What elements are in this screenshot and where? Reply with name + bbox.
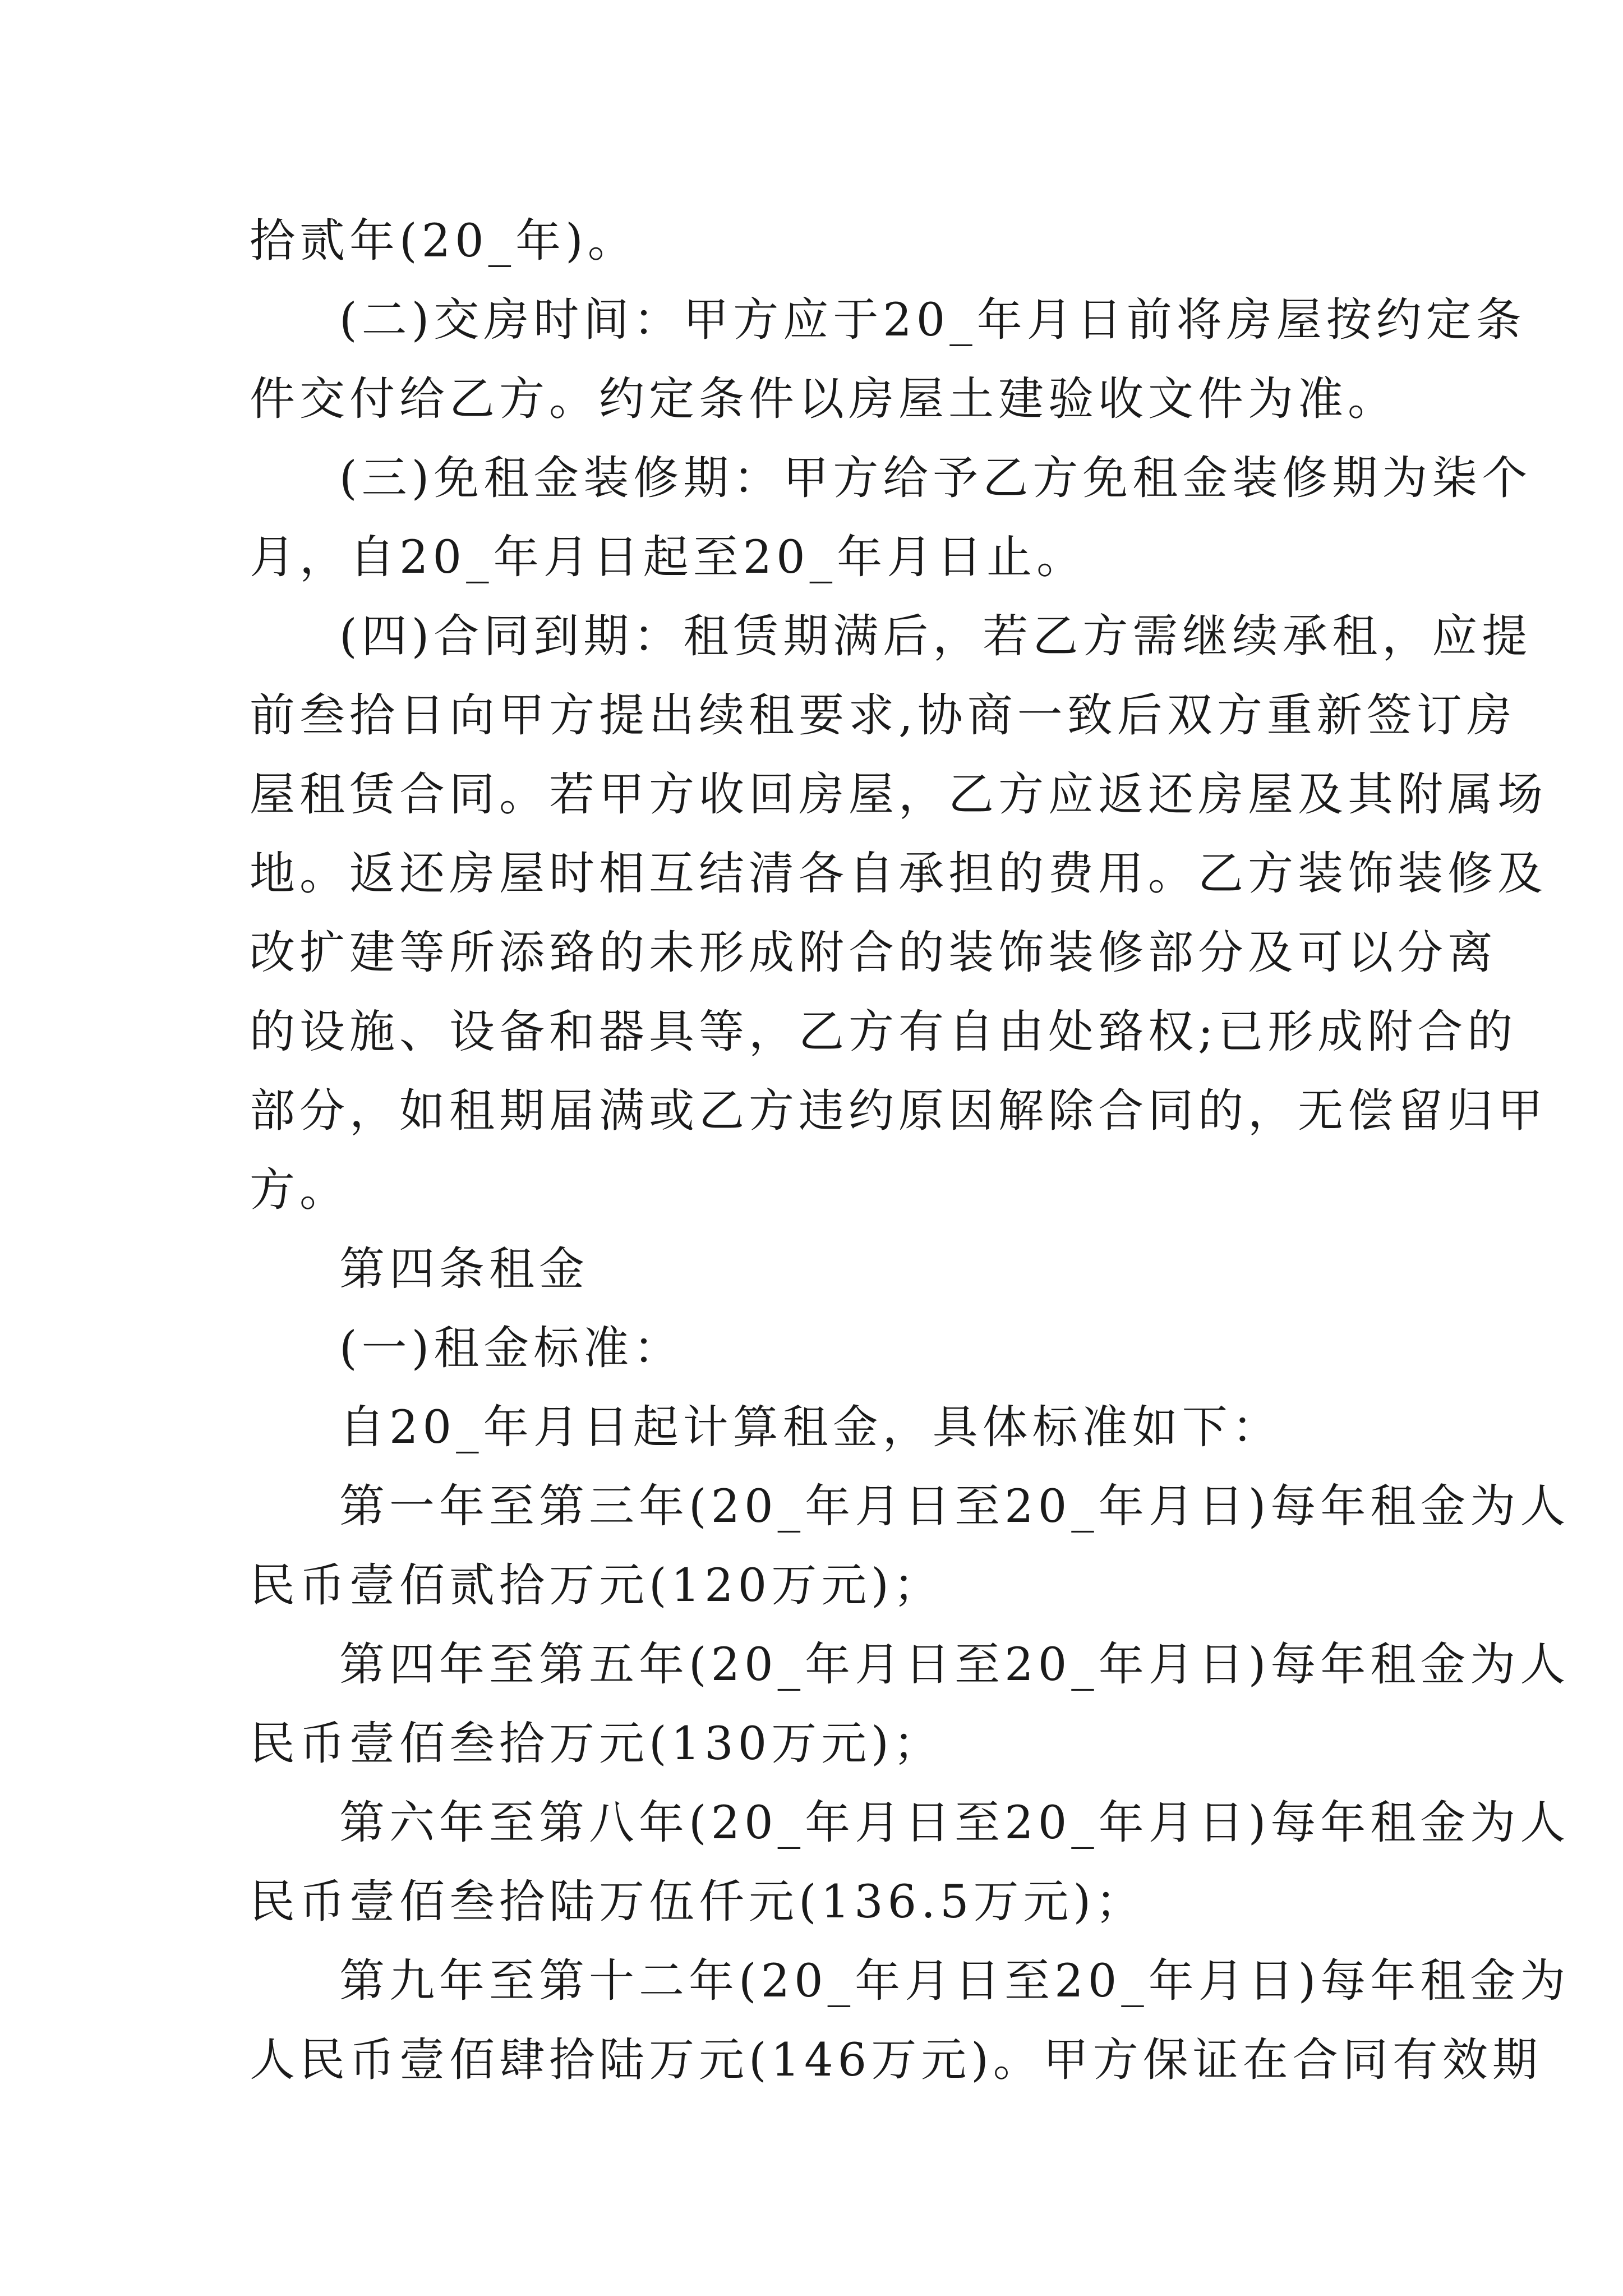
text-line: 第九年至第十二年(20_年月日至20_年月日)每年租金为 xyxy=(339,1955,1570,2008)
document-body xyxy=(250,202,1570,2100)
text-line: 方。 xyxy=(250,1164,350,1217)
text-line: 件交付给乙方。约定条件以房屋土建验收文件为准。 xyxy=(250,373,1398,426)
text-line: (二)交房时间：甲方应于20_年月日前将房屋按约定条 xyxy=(339,294,1526,347)
text-line: (四)合同到期：租赁期满后，若乙方需继续承租，应提 xyxy=(339,610,1532,663)
text-line: 民币壹佰贰拾万元(120万元)； xyxy=(250,1559,943,1612)
text-line: 屋租赁合同。若甲方收回房屋，乙方应返还房屋及其附属场 xyxy=(250,769,1548,821)
text-line: 部分，如租期届满或乙方违约原因解除合同的，无偿留归甲 xyxy=(250,1085,1548,1138)
text-line: 月，自20_年月日起至20_年月日止。 xyxy=(250,531,1087,584)
section-heading: 第四条租金 xyxy=(339,1243,589,1296)
text-line: (一)租金标准： xyxy=(339,1322,684,1375)
text-line: 第一年至第三年(20_年月日至20_年月日)每年租金为人 xyxy=(339,1480,1570,1533)
text-line: 地。返还房屋时相互结清各自承担的费用。乙方装饰装修及 xyxy=(250,848,1548,900)
text-line: 第四年至第五年(20_年月日至20_年月日)每年租金为人 xyxy=(339,1639,1570,1691)
text-line: 的设施、设备和器具等，乙方有自由处臵权;已形成附合的 xyxy=(250,1006,1518,1059)
text-line: 拾贰年(20_年)。 xyxy=(250,215,638,268)
text-line: (三)免租金装修期：甲方给予乙方免租金装修期为柒个 xyxy=(339,452,1532,505)
text-line: 前叁拾日向甲方提出续租要求,协商一致后双方重新签订房 xyxy=(250,689,1516,742)
text-line: 改扩建等所添臵的未形成附合的装饰装修部分及可以分离 xyxy=(250,927,1498,979)
text-line: 民币壹佰叁拾陆万伍仟元(136.5万元)； xyxy=(250,1876,1146,1929)
text-line: 民币壹佰叁拾万元(130万元)； xyxy=(250,1718,943,1770)
text-line: 第六年至第八年(20_年月日至20_年月日)每年租金为人 xyxy=(339,1797,1570,1849)
text-line: 人民币壹佰肆拾陆万元(146万元)。甲方保证在合同有效期 xyxy=(250,2034,1542,2087)
text-line: 自20_年月日起计算租金，具体标准如下： xyxy=(339,1401,1282,1454)
